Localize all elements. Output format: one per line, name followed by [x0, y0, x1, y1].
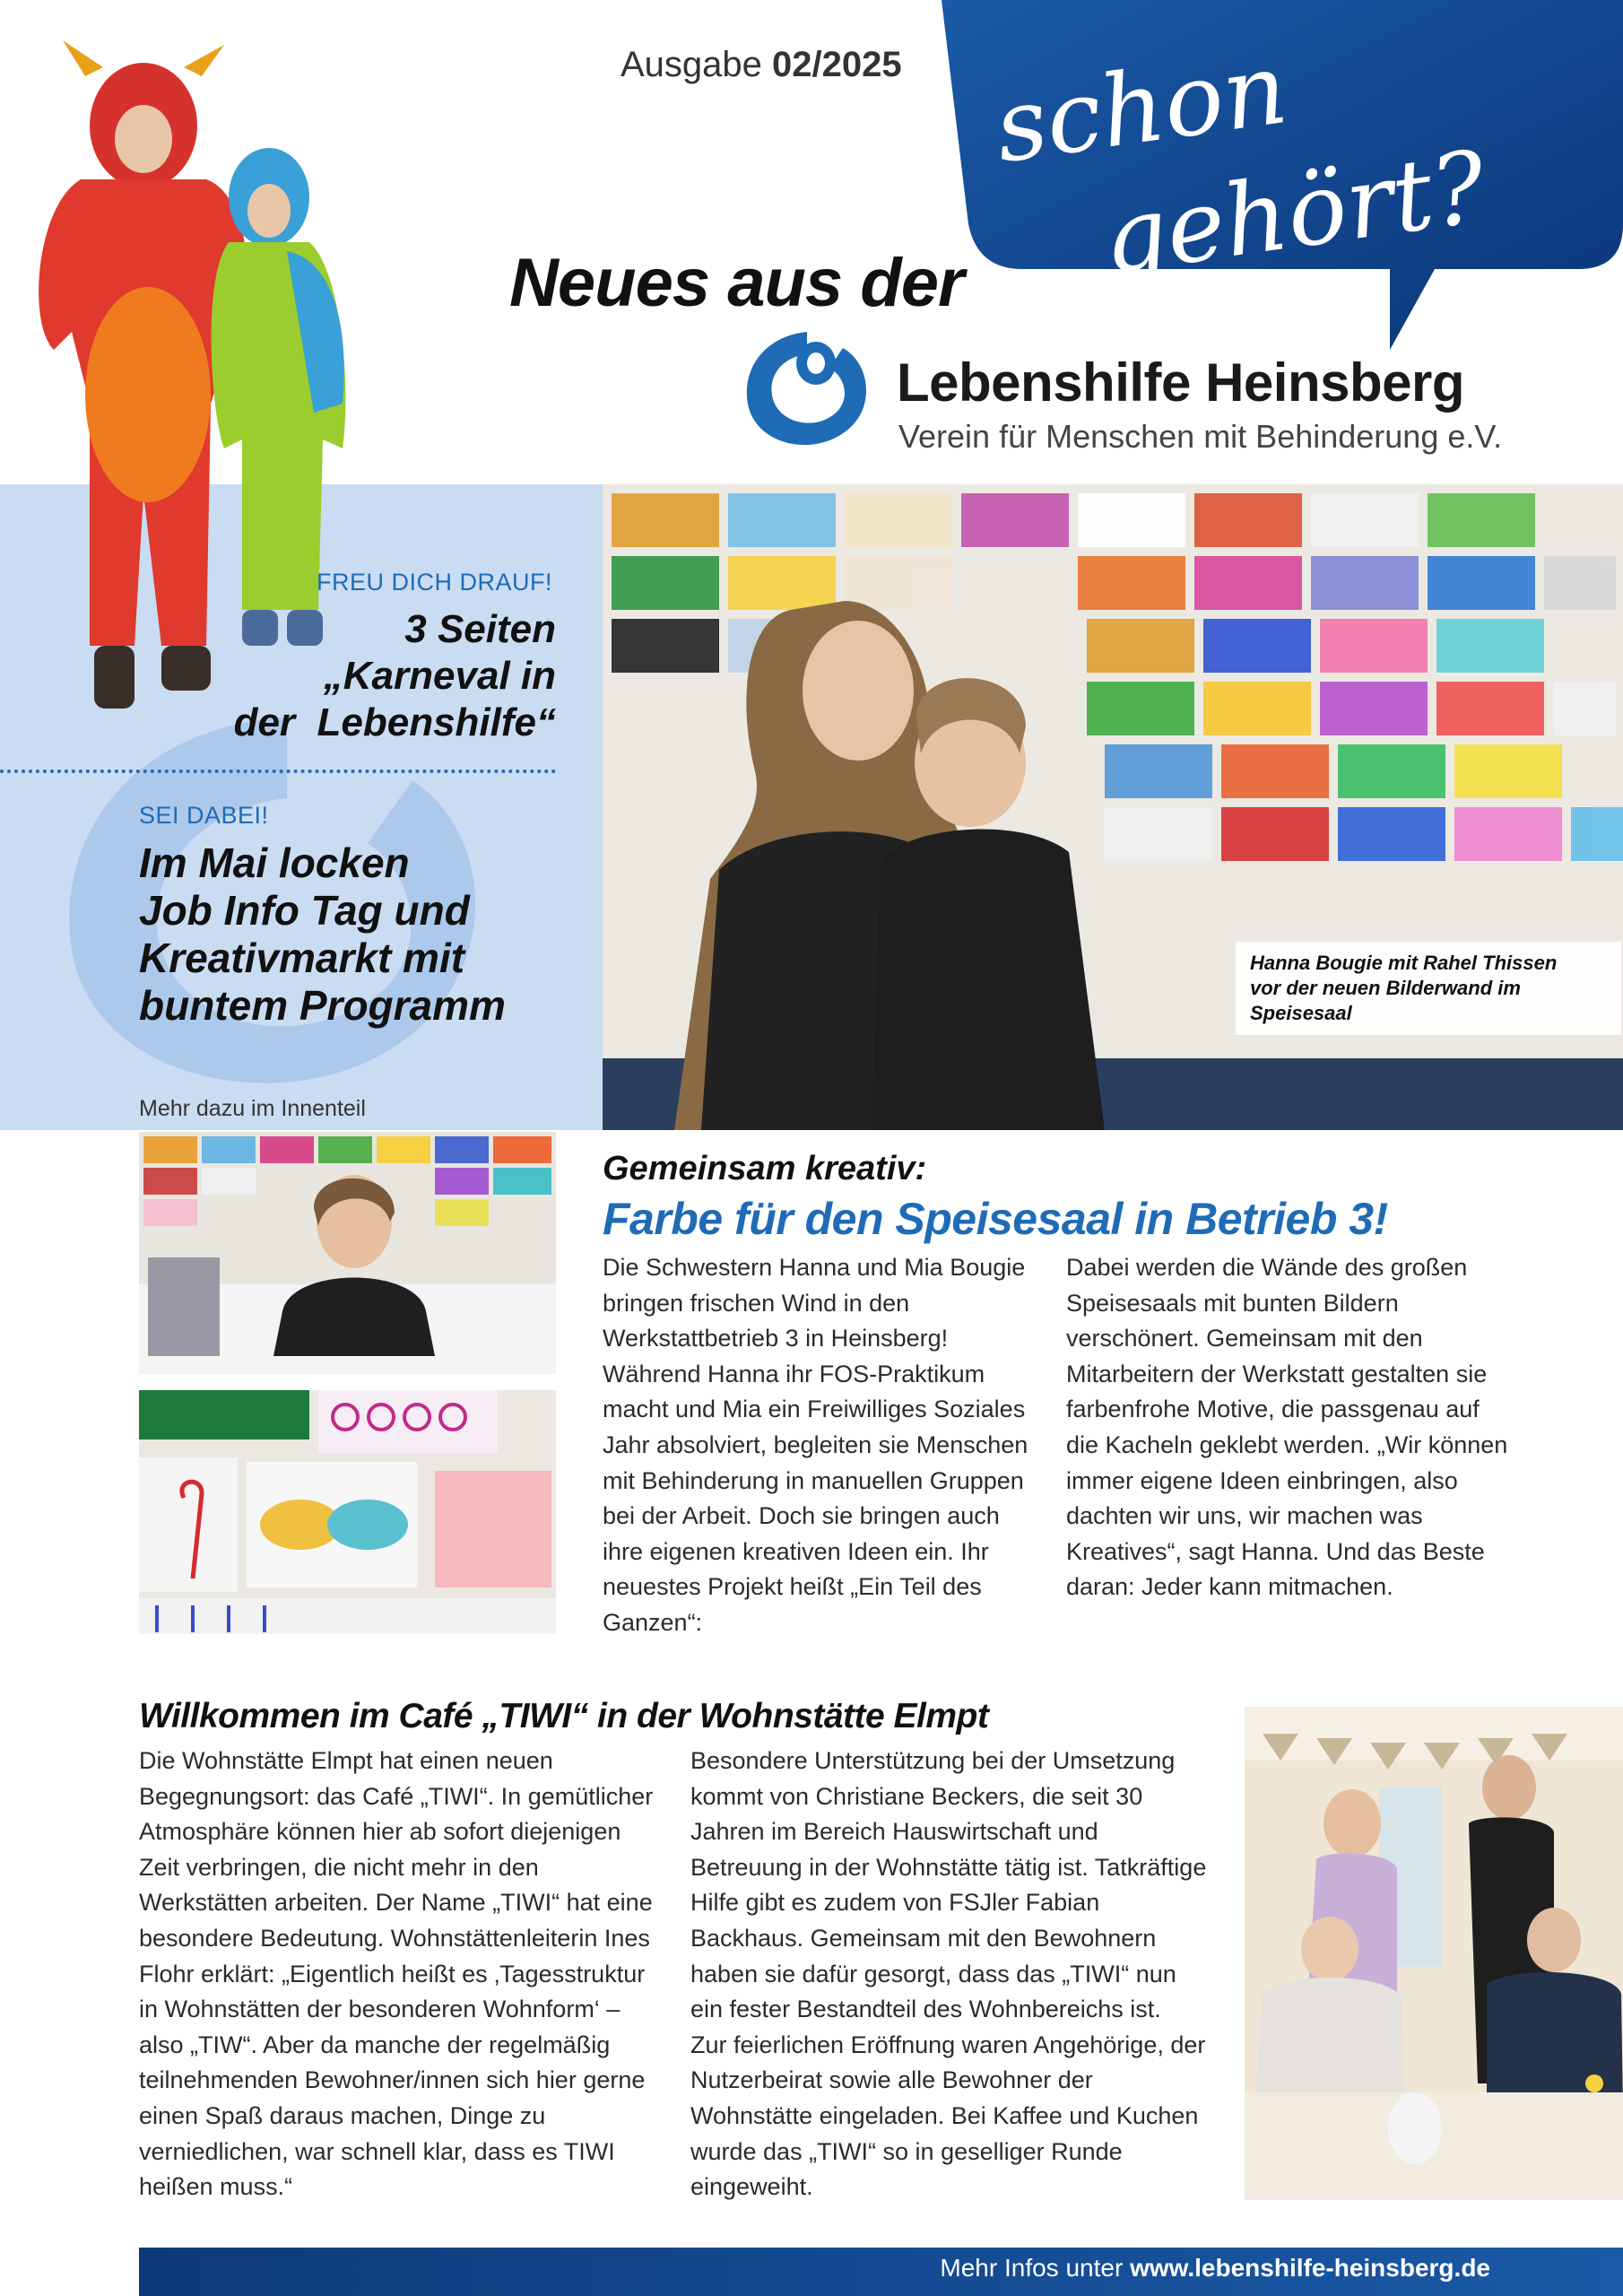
dotted-divider [0, 770, 556, 773]
article2-column2-para1: Besondere Unterstützung bei der Umsetzung kommt von Christiane Beckers, die seit 30 Jahren im Bereich Hauswirtschaft und Betreuung in der Wohnstätte tätig ist. Tatkräftige Hilfe gibt es zudem von FSJler Fabian Backhaus. Gemeinsam mit den Bewohnern haben sie dafür gesorgt, dass das „TIWI“ nun ein fester Bestandteil des Wohnbereichs ist. [690, 1747, 1207, 2023]
teaser1-line1: 3 Seiten [404, 607, 556, 651]
photo-cafe-tiwi [1245, 1707, 1623, 2200]
article2-title: Willkommen im Café „TIWI“ in der Wohnstätte Elmpt [139, 1697, 989, 1735]
teaser2-line3: Kreativmarkt mit [139, 935, 465, 981]
teaser2-line4: buntem Programm [139, 982, 506, 1029]
footer-text [940, 2254, 1490, 2283]
more-inside-note: Mehr dazu im Innenteil [139, 1096, 366, 1121]
lebenshilfe-logo-icon [735, 323, 879, 457]
photo-girl-drawing [139, 1132, 556, 1374]
teaser1-kicker: FREU DICH DRAUF! [317, 569, 552, 596]
issue-label [621, 45, 902, 85]
speech-bubble-graphic [924, 0, 1623, 359]
article1-title: Farbe für den Speisesaal in Betrieb 3! [603, 1194, 1388, 1244]
footer-prefix: Mehr Infos unter [940, 2254, 1124, 2282]
org-subtitle: Verein für Menschen mit Behinderung e.V. [898, 418, 1503, 455]
headline: Neues aus der [509, 245, 964, 321]
article2-column2-para2: Zur feierlichen Eröffnung waren Angehörige, der Nutzerbeirat sowie alle Bewohner der Wohnstätte eingeladen. Bei Kaffee und Kuchen wurde das „TIWI“ so in geselliger Runde eingeweiht. [690, 2031, 1206, 2201]
caption-line3: Speisesaal [1250, 1002, 1352, 1024]
issue-prefix: Ausgabe [621, 45, 762, 84]
article1-kicker: Gemeinsam kreativ: [603, 1150, 927, 1187]
org-name: Lebenshilfe Heinsberg [897, 352, 1464, 413]
teaser1-line2: „Karneval in [323, 654, 556, 698]
teaser1-headline[interactable] [179, 606, 556, 746]
article1-column2: Dabei werden die Wände des großen Speisesaals mit bunten Bildern verschönert. Gemeinsam mit den Mitarbeitern der Werkstatt gestalten sie farbenfrohe Motive, die passgenau auf die Kacheln geklebt werden. „Wir können immer eigene Ideen einbringen, also dachten wir uns, wir machen was Kreatives“, sagt Hanna. Und das Beste daran: Jeder kann mitmachen. [1066, 1254, 1508, 1601]
teaser2-line2: Job Info Tag und [139, 887, 470, 934]
issue-number: 02/2025 [772, 45, 902, 84]
article1-column1: Die Schwestern Hanna und Mia Bougie bringen frischen Wind in den Werkstattbetrieb 3 in Heinsberg! Während Hanna ihr FOS-Praktikum macht und Mia ein Freiwilliges Soziales Jahr absolviert, begleiten sie Menschen mit Behinderung in manuellen Gruppen bei der Arbeit. Doch sie bringen auch ihre eigenen kreativen Ideen ein. Ihr neuestes Projekt heißt „Ein Teil des Ganzen“: [603, 1254, 1028, 1636]
caption-line2: vor der neuen Bilderwand im [1250, 977, 1521, 999]
teaser2-headline[interactable] [139, 839, 587, 1030]
article2-column1: Die Wohnstätte Elmpt hat einen neuen Begegnungsort: das Café „TIWI“. In gemütlicher Atmosphäre können hier ab sofort diejenigen Zeit verbringen, die nicht mehr in den Werkstätten arbeiten. Der Name „TIWI“ hat eine besondere Bedeutung. Wohnstättenleiterin Ines Flohr erklärt: „Eigentlich heißt es ‚Tagesstruktur in Wohnstätten der besonderen Wohnform‘ – also „TIW“. Aber da manche der regelmäßig teilnehmenden Bewohner/innen sich hier gerne einen Spaß daraus machen, Dinge zu verniedlichen, war schnell klar, dass es TIWI heißen muss.“ [139, 1747, 654, 2201]
article2-column2 [690, 1744, 1211, 2205]
main-photo-caption [1236, 942, 1621, 1035]
teaser2-line1: Im Mai locken [139, 839, 410, 886]
bubble-text-line2: gehört? [1096, 128, 1493, 297]
footer-url-link[interactable]: www.lebenshilfe-heinsberg.de [1130, 2254, 1490, 2282]
bubble-text-line1: schon [988, 30, 1294, 186]
photo-tile-art [139, 1390, 556, 1634]
teaser2-kicker: SEI DABEI! [139, 802, 269, 829]
caption-line1: Hanna Bougie mit Rahel Thissen [1250, 952, 1558, 974]
teaser1-line3: der Lebenshilfe“ [233, 700, 556, 744]
